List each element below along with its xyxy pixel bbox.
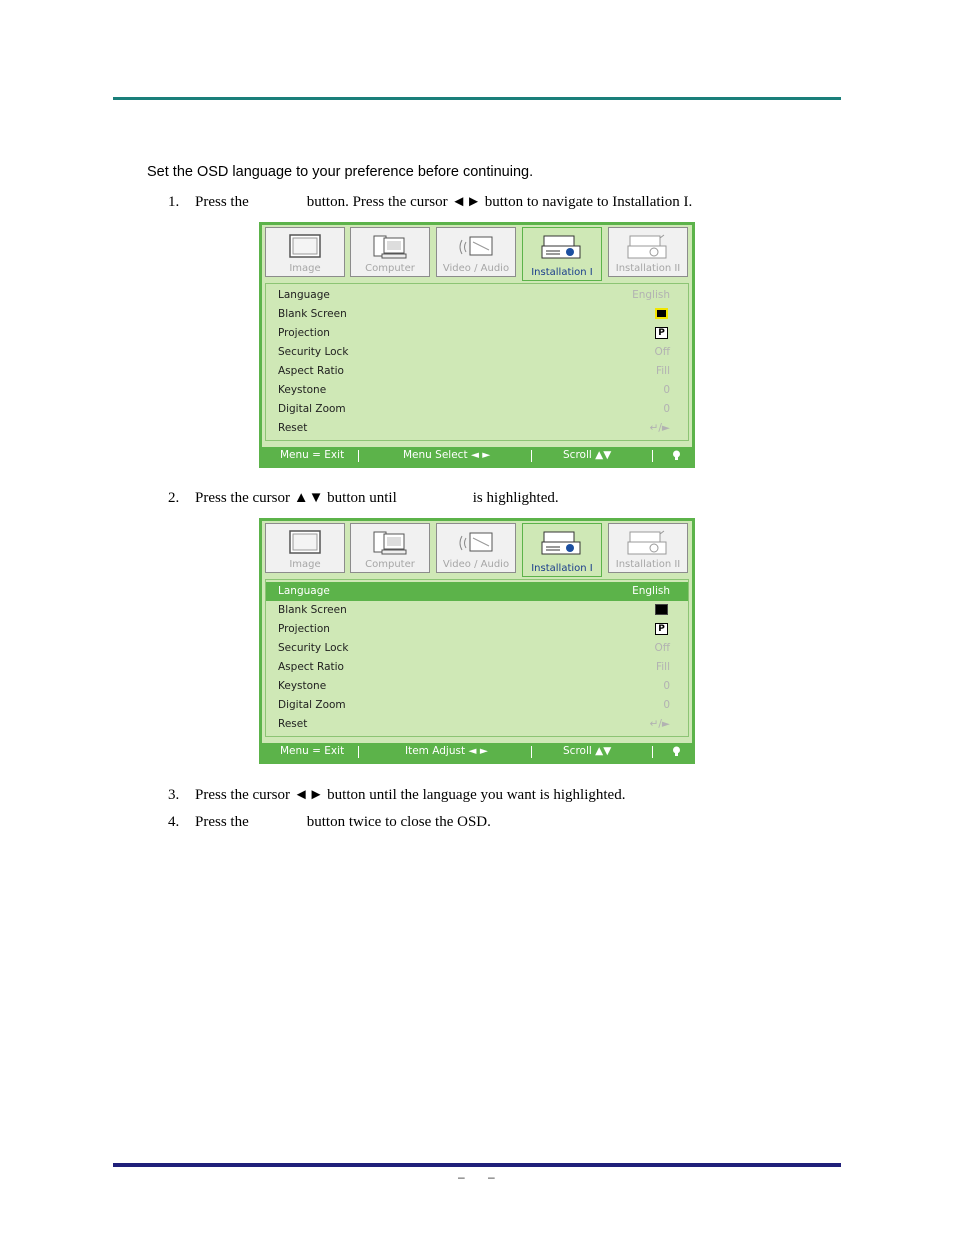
- row-label: Aspect Ratio: [278, 365, 344, 377]
- status-separator: [652, 450, 653, 462]
- tab-installation-ii[interactable]: [608, 227, 688, 277]
- menu-row-aspect-ratio[interactable]: [266, 362, 688, 381]
- menu-row-blank-screen[interactable]: [266, 601, 688, 620]
- osd-tabs: [262, 521, 692, 578]
- step-text-post: is highlighted.: [472, 490, 559, 506]
- osd-menu-list: [265, 579, 689, 737]
- menu-row-language[interactable]: [266, 286, 688, 305]
- footer-rule: [113, 1163, 841, 1167]
- footer-dash: –: [488, 1170, 495, 1184]
- status-separator: [531, 746, 532, 758]
- menu-row-security-lock[interactable]: [266, 639, 688, 658]
- row-label: Language: [278, 289, 330, 301]
- menu-row-keystone[interactable]: [266, 677, 688, 696]
- row-value: English: [632, 289, 670, 301]
- menu-row-security-lock[interactable]: [266, 343, 688, 362]
- tab-label: Installation II: [615, 559, 681, 570]
- row-label: Security Lock: [278, 642, 349, 654]
- row-label: Projection: [278, 623, 330, 635]
- installation-i-icon: [540, 232, 584, 262]
- tab-label: Computer: [365, 263, 415, 274]
- installation-i-icon: [540, 528, 584, 558]
- status-menu-exit: Menu = Exit: [280, 745, 345, 757]
- step-text-post: button. Press the cursor ◄► button to navigate to Installation I.: [306, 194, 693, 210]
- enter-arrow-icon: ↵/►: [649, 422, 670, 434]
- status-menu-exit: Menu = Exit: [280, 449, 345, 461]
- row-label: Keystone: [278, 384, 327, 396]
- intro-text: Set the OSD language to your preference before continuing.: [147, 164, 534, 180]
- computer-icon: [370, 232, 410, 262]
- step-3: [168, 787, 625, 804]
- row-label: Keystone: [278, 680, 327, 692]
- tab-label: Video / Audio: [442, 263, 510, 274]
- installation-ii-icon: [626, 232, 670, 262]
- row-value: 0: [663, 384, 670, 396]
- tab-installation-ii[interactable]: [608, 523, 688, 573]
- menu-row-keystone[interactable]: [266, 381, 688, 400]
- row-label: Digital Zoom: [278, 403, 346, 415]
- step-text-pre: Press the: [195, 194, 249, 210]
- menu-row-language[interactable]: [266, 582, 688, 601]
- blank-screen-swatch: [655, 308, 668, 319]
- enter-arrow-icon: ↵/►: [649, 718, 670, 730]
- step-4: [168, 814, 491, 831]
- tab-video-audio[interactable]: [436, 227, 516, 277]
- tab-image[interactable]: [265, 523, 345, 573]
- row-label: Projection: [278, 327, 330, 339]
- tab-computer[interactable]: [350, 227, 430, 277]
- osd-menu-installation-i: [259, 222, 695, 468]
- tab-label: Image: [289, 559, 321, 570]
- header-rule: [113, 97, 841, 100]
- row-label: Digital Zoom: [278, 699, 346, 711]
- blank-screen-swatch: [655, 604, 668, 615]
- osd-menu-installation-i-language: [259, 518, 695, 764]
- tab-label: Video / Audio: [442, 559, 510, 570]
- row-label: Language: [278, 585, 330, 597]
- tab-label: Installation II: [615, 263, 681, 274]
- step-1: [168, 194, 692, 211]
- row-value: Fill: [655, 661, 670, 673]
- video-audio-icon: [456, 232, 496, 262]
- row-label: Blank Screen: [278, 604, 347, 616]
- lightbulb-icon: [672, 746, 681, 757]
- row-value: Off: [654, 346, 670, 358]
- footer-dash: –: [458, 1170, 465, 1184]
- tab-label: Installation I: [531, 563, 593, 574]
- tab-installation-i[interactable]: [522, 227, 602, 281]
- step-number: 2.: [168, 490, 180, 506]
- step-text-pre: Press the: [195, 814, 249, 830]
- tab-computer[interactable]: [350, 523, 430, 573]
- osd-tabs: [262, 225, 692, 282]
- row-label: Blank Screen: [278, 308, 347, 320]
- tab-label: Computer: [365, 559, 415, 570]
- menu-row-reset[interactable]: [266, 715, 688, 734]
- computer-icon: [370, 528, 410, 558]
- row-label: Reset: [278, 422, 308, 434]
- status-separator: [652, 746, 653, 758]
- osd-status-bar: [262, 743, 692, 761]
- status-menu-select: Menu Select ◄ ►: [403, 449, 491, 461]
- tab-label: Image: [289, 263, 321, 274]
- status-separator: [531, 450, 532, 462]
- status-item-adjust: Item Adjust ◄ ►: [405, 745, 488, 757]
- projection-icon: P: [655, 623, 668, 635]
- menu-row-digital-zoom[interactable]: [266, 696, 688, 715]
- status-separator: [358, 746, 359, 758]
- step-text-post: button twice to close the OSD.: [306, 814, 491, 830]
- status-scroll: Scroll ▲▼: [563, 745, 612, 757]
- step-number: 1.: [168, 194, 180, 210]
- step-2: [168, 490, 559, 507]
- menu-row-aspect-ratio[interactable]: [266, 658, 688, 677]
- row-label: Security Lock: [278, 346, 349, 358]
- tab-video-audio[interactable]: [436, 523, 516, 573]
- status-separator: [358, 450, 359, 462]
- menu-row-projection[interactable]: [266, 324, 688, 343]
- row-label: Reset: [278, 718, 308, 730]
- menu-row-reset[interactable]: [266, 419, 688, 438]
- projection-icon: P: [655, 327, 668, 339]
- lightbulb-icon: [672, 450, 681, 461]
- tab-installation-i[interactable]: [522, 523, 602, 577]
- video-audio-icon: [456, 528, 496, 558]
- menu-row-blank-screen[interactable]: [266, 305, 688, 324]
- menu-row-projection[interactable]: [266, 620, 688, 639]
- step-text: Press the cursor ◄► button until the language you want is highlighted.: [195, 787, 626, 803]
- row-value: Fill: [655, 365, 670, 377]
- row-value: 0: [663, 403, 670, 415]
- tab-image[interactable]: [265, 227, 345, 277]
- row-value: Off: [654, 642, 670, 654]
- step-text-pre: Press the cursor ▲▼ button until: [195, 490, 397, 506]
- image-icon: [287, 232, 323, 262]
- menu-row-digital-zoom[interactable]: [266, 400, 688, 419]
- image-icon: [287, 528, 323, 558]
- status-scroll: Scroll ▲▼: [563, 449, 612, 461]
- row-value: 0: [663, 699, 670, 711]
- osd-menu-list: [265, 283, 689, 441]
- row-value: 0: [663, 680, 670, 692]
- row-value: English: [632, 585, 670, 597]
- step-number: 3.: [168, 787, 180, 803]
- tab-label: Installation I: [531, 267, 593, 278]
- row-label: Aspect Ratio: [278, 661, 344, 673]
- installation-ii-icon: [626, 528, 670, 558]
- osd-status-bar: [262, 447, 692, 465]
- step-number: 4.: [168, 814, 180, 830]
